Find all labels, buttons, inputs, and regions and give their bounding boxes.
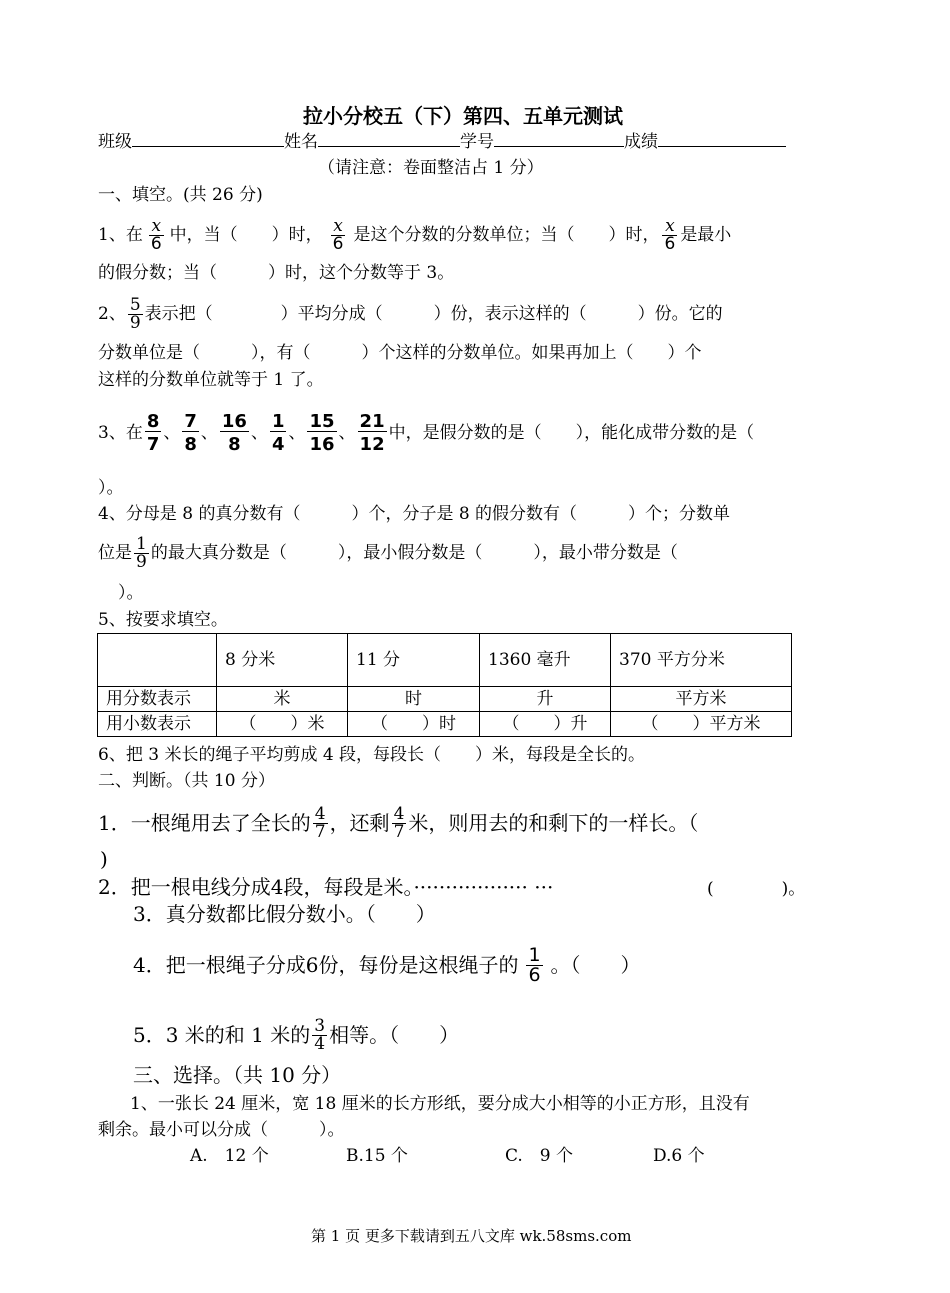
header-fields: [98, 130, 786, 153]
option-d[interactable]: D.6 个: [653, 1146, 705, 1166]
fraction: $\frac{21}{12}$: [359, 410, 385, 455]
s1-q1-text-b: 中，当（ ）时，: [169, 225, 323, 245]
s2-q3: 3．真分数都比假分数小。（ ）: [133, 902, 436, 926]
s2-q2-text-a: 2．把一根电线分成4段，每段是米。·················· ···: [98, 875, 554, 899]
fraction-4-7: $\frac{4}{7}$: [314, 803, 326, 842]
s2-q1-text-a: 1．一根绳用去了全长的: [98, 811, 311, 835]
s1-q1-text-c: 是这个分数的分数单位；当（ ）时，: [353, 225, 660, 245]
s2-q5-text-a: 5．3 米的和 1 米的: [133, 1023, 311, 1047]
fraction-x-6: $\frac{x}{6}$: [664, 215, 676, 254]
s2-q1-line1: [98, 796, 698, 850]
s1-q4-text-b: 的最大真分数是（ ），最小假分数是（ ），最小带分数是（: [150, 543, 678, 563]
table-cell[interactable]: （ ）时: [348, 712, 480, 737]
table-cell: 用小数表示: [98, 712, 217, 737]
separator: 、: [200, 423, 218, 443]
class-label: 班级: [98, 132, 132, 152]
s3-q1-line1: 1、一张长 24 厘米，宽 18 厘米的长方形纸，要分成大小相等的小正方形，且没有: [130, 1094, 750, 1114]
section3-heading: 三、选择。（共 10 分）: [133, 1063, 342, 1087]
s2-q2: [98, 874, 553, 900]
table-cell: 370 平方分米: [611, 634, 792, 687]
s2-q4-text-b: 。（ ）: [550, 953, 641, 977]
fraction-x-6: $\frac{x}{6}$: [150, 215, 162, 254]
fraction: $\frac{15}{16}$: [309, 410, 335, 455]
table-cell: [98, 634, 217, 687]
fraction-3-4: $\frac{3}{4}$: [314, 1015, 326, 1054]
s1-q3-text-a: 3、在: [98, 423, 143, 443]
table-row: [98, 634, 792, 687]
table-cell[interactable]: （ ）平方米: [611, 712, 792, 737]
s2-q1-line2: ): [100, 847, 108, 871]
s1-q3-line1: [98, 404, 754, 462]
option-c[interactable]: C. 9 个: [505, 1146, 574, 1166]
score-blank[interactable]: [658, 130, 786, 147]
s2-q5-text-b: 相等。（ ）: [329, 1023, 460, 1047]
student-no-blank[interactable]: [494, 130, 624, 147]
table-row: [98, 712, 792, 737]
fraction-x-6: $\frac{x}{6}$: [332, 215, 344, 254]
table-cell: 用分数表示: [98, 687, 217, 712]
s2-q4-text-a: 4．把一根绳子分成6份，每份是这根绳子的: [133, 953, 519, 977]
table-cell[interactable]: （ ）米: [217, 712, 348, 737]
fraction: $\frac{16}{8}$: [221, 410, 247, 455]
fraction-5-9: $\frac{5}{9}$: [129, 294, 141, 333]
name-label: 姓名: [284, 132, 318, 152]
page-footer: 第 1 页 更多下载请到五八文库 wk.58sms.com: [311, 1227, 632, 1245]
s1-q3-fractions: [143, 410, 389, 455]
s2-q1-text-b: ，还剩: [329, 811, 390, 835]
option-a[interactable]: A. 12 个: [190, 1146, 269, 1166]
fraction-4-7: $\frac{4}{7}$: [393, 803, 405, 842]
s1-q5-text: 5、按要求填空。: [98, 610, 228, 630]
s1-q2-text-a: 2、: [98, 304, 126, 324]
s1-q1-line1: [98, 210, 731, 260]
s1-q4-line1: 4、分母是 8 的真分数有（ ）个，分子是 8 的假分数有（ ）个；分数单: [98, 504, 731, 524]
option-b[interactable]: B.15 个: [346, 1146, 408, 1166]
table-cell[interactable]: 升: [480, 687, 611, 712]
table-cell: 11 分: [348, 634, 480, 687]
fraction: $\frac{1}{4}$: [271, 410, 285, 455]
s2-q1-text-c: 米，则用去的和剩下的一样长。（: [408, 811, 699, 835]
s1-q2-line2: 分数单位是（ ），有（ ）个这样的分数单位。如果再加上（ ）个: [98, 343, 702, 363]
s1-q1-text-a: 1、在: [98, 225, 143, 245]
fraction: $\frac{7}{8}$: [184, 410, 197, 455]
table-cell[interactable]: 米: [217, 687, 348, 712]
page-title: 拉小分校五（下）第四、五单元测试: [303, 104, 623, 128]
table-cell[interactable]: 时: [348, 687, 480, 712]
table-cell: 1360 毫升: [480, 634, 611, 687]
table-row: [98, 687, 792, 712]
section1-heading: 一、填空。(共 26 分): [98, 185, 263, 205]
s1-q4-line2: [98, 529, 678, 577]
section2-heading: 二、判断。（共 10 分）: [98, 771, 275, 791]
s1-q4-line3: ）。: [118, 583, 144, 603]
student-no-label: 学号: [460, 132, 494, 152]
s2-q5: [133, 1010, 459, 1060]
s1-q1-line2: 的假分数；当（ ）时，这个分数等于 3。: [98, 263, 455, 283]
conversion-table: [97, 633, 792, 737]
separator: 、: [163, 423, 181, 443]
name-blank[interactable]: [318, 130, 460, 147]
fraction-1-6: $\frac{1}{6}$: [528, 943, 541, 986]
s1-q3-line2: ）。: [98, 478, 124, 498]
class-blank[interactable]: [132, 130, 284, 147]
separator: 、: [250, 423, 268, 443]
s2-q4: [133, 934, 641, 996]
s1-q1-text-d: 是最小: [680, 225, 732, 245]
s1-q2-line3: 这样的分数单位就等于 1 了。: [98, 370, 324, 390]
s3-q1-line2: 剩余。最小可以分成（ ）。: [98, 1120, 345, 1140]
table-cell[interactable]: （ ）升: [480, 712, 611, 737]
score-label: 成绩: [624, 132, 658, 152]
separator: 、: [338, 423, 356, 443]
s1-q2-text-b: 表示把（ ）平均分成（ ）份，表示这样的（ ）份。它的: [144, 304, 723, 324]
s1-q6: 6、把 3 米长的绳子平均剪成 4 段，每段长（ ）米，每段是全长的。: [98, 745, 646, 765]
s1-q3-text-b: 中，是假分数的是（ ），能化成带分数的是（: [388, 423, 755, 443]
table-cell: 8 分米: [217, 634, 348, 687]
separator: 、: [288, 423, 306, 443]
note: （请注意：卷面整洁占 1 分）: [318, 158, 544, 178]
s2-q2-blank[interactable]: ( )。: [707, 879, 806, 899]
fraction: $\frac{8}{7}$: [146, 410, 160, 455]
table-cell[interactable]: 平方米: [611, 687, 792, 712]
s1-q4-text-a: 位是: [98, 543, 132, 563]
s1-q2-line1: [98, 290, 723, 338]
fraction-1-9: $\frac{1}{9}$: [136, 533, 147, 572]
